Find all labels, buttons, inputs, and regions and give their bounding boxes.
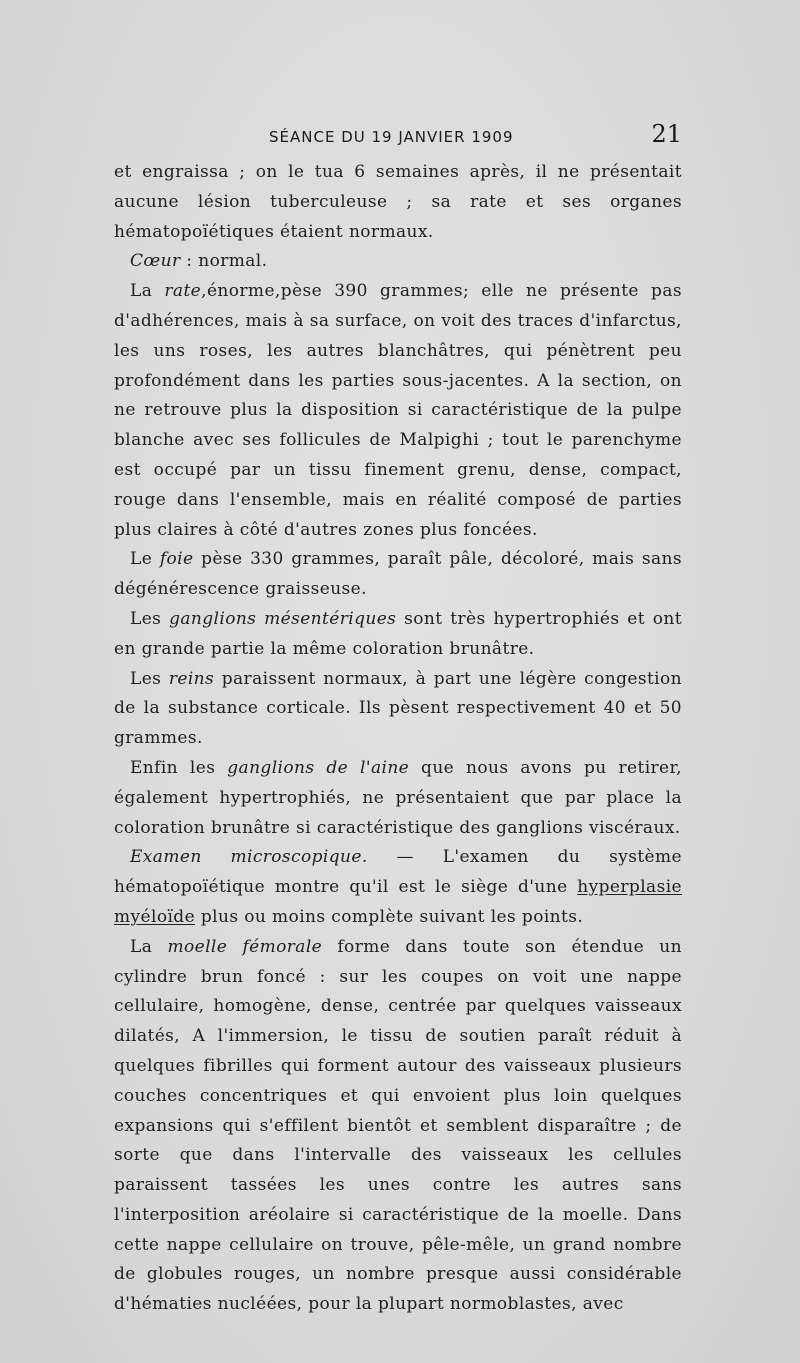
text-run: Le xyxy=(130,549,160,570)
underlined-run: hyperplasie myéloïde xyxy=(114,877,682,927)
body-text xyxy=(114,158,682,1320)
text-run: forme dans toute son étendue un cylindre brun foncé : sur les coupes on voit une nappe cellulaire, homogène, dense, centrée par quelques vaisseaux dilatés, A l'immersion, le tissu de soutien paraît réduit à quelques fibrilles qui forment autour des vaisseaux plusieurs couches concentriques et qui envoient plus loin quelques expansions qui s'effilent bientôt et semblent disparaître ; de sorte que dans l'intervalle des vaisseaux les cellules paraissent tassées les unes contre les autres sans l'interposition aréolaire si caractéristique de la moelle. Dans cette nappe cellulaire on trouve, pêle-mêle, un grand nombre de globules rouges, un nombre presque aussi considérable d'hématies nucléées, pour la plupart normoblastes, avec xyxy=(114,936,682,1315)
paragraph xyxy=(114,843,682,932)
italic-run: ganglions mésentériques xyxy=(169,608,397,629)
italic-run: Cœur xyxy=(130,251,181,272)
italic-run: rate xyxy=(164,281,202,302)
page-number: 21 xyxy=(651,120,682,148)
text-run: Enfin les xyxy=(130,757,228,778)
paragraph xyxy=(114,545,682,605)
text-run: : normal. xyxy=(180,251,268,272)
text-run: paraissent normaux, à part une légère congestion de la substance corticale. Ils pèsent respectivement 40 et 50 grammes. xyxy=(114,668,683,749)
paragraph xyxy=(114,277,682,545)
text-run: pèse 330 grammes, paraît pâle, décoloré, mais sans dégénérescence graisseuse. xyxy=(114,549,682,600)
italic-run: ganglions de l'aine xyxy=(227,757,410,778)
paragraph xyxy=(114,754,682,843)
text-run: plus ou moins complète suivant les points. xyxy=(195,906,584,927)
italic-run: reins xyxy=(168,668,215,689)
running-head: SÉANCE DU 19 JANVIER 1909 xyxy=(269,128,514,146)
text-run: ,énorme,pèse 390 grammes; elle ne présente pas d'adhérences, mais à sa surface, on voit des traces d'infarctus, les uns roses, les autres blanchâtres, qui pénètrent peu profondément dans les parties sous-jacentes. A la section, on ne retrouve plus la disposition si caractéristique de la pulpe blanche avec ses follicules de Malpighi ; tout le parenchyme est occupé par un tissu finement grenu, dense, compact, rouge dans l'ensemble, mais en réalité composé de parties plus claires à côté d'autres zones plus foncées. xyxy=(114,281,682,540)
paragraph xyxy=(114,247,682,277)
text-run: sont très hypertrophiés et ont en grande partie la même coloration brunâtre. xyxy=(114,608,682,659)
text-run: Les xyxy=(130,608,170,629)
paragraph xyxy=(114,158,682,247)
text-run: que nous avons pu retirer, également hypertrophiés, ne présentaient que par place la coloration brunâtre si caractéristique des ganglions viscéraux. xyxy=(114,757,682,838)
text-run: La xyxy=(130,936,168,957)
paragraph xyxy=(114,665,682,754)
text-run: La xyxy=(130,281,165,302)
text-run: et engraissa ; on le tua 6 semaines après, il ne présentait aucune lésion tuberculeuse ; sa rate et ses organes hématopoïétiques étaient normaux. xyxy=(114,162,682,242)
text-run: — L'examen du système hématopoïétique montre qu'il est le siège d'une xyxy=(114,847,682,898)
paragraph xyxy=(114,605,682,665)
page-header xyxy=(114,120,682,156)
italic-run: foie xyxy=(159,549,194,570)
text-run: Les xyxy=(130,668,169,689)
paragraph xyxy=(114,933,682,1320)
italic-run: moelle fémorale xyxy=(167,936,323,957)
italic-run: Examen microscopique. xyxy=(130,847,368,868)
